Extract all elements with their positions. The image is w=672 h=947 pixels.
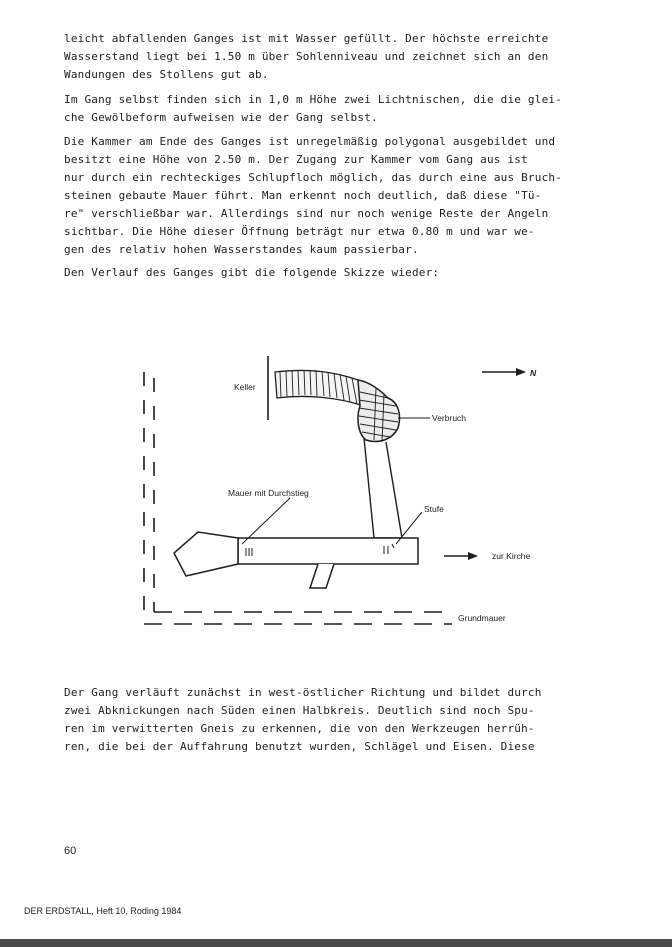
descending-passage [364,438,402,538]
text-line: Den Verlauf des Ganges gibt die folgende Skizze wieder: [64,266,440,279]
text-line: che Gewölbeform aufweisen wie der Gang selbst. [64,111,378,124]
paragraph-4 [64,264,604,282]
label-north: N [530,368,537,378]
collapse-area [358,380,400,442]
paragraph-3 [64,133,604,259]
page-number: 60 [64,845,77,857]
text-line: steinen gebaute Mauer führt. Man erkennt noch deutlich, daß diese "Tü- [64,189,542,202]
text-line: sichtbar. Die Höhe dieser Öffnung beträgt nur etwa 0.80 m und war we- [64,225,535,238]
label-kirche: zur Kirche [492,551,531,561]
text-line: besitzt eine Höhe von 2.50 m. Der Zugang zur Kammer vom Gang aus ist [64,153,528,166]
text-line: Wasserstand liegt bei 1.50 m über Sohlenniveau und zeichnet sich an den [64,50,549,63]
text-line: zwei Abknickungen nach Süden einen Halbkreis. Deutlich sind noch Spu- [64,704,535,717]
foundation-wall-bottom [144,612,452,624]
text-line: re" verschließbar war. Allerdings sind nur noch wenige Reste der Angeln [64,207,549,220]
upper-passage [275,370,364,406]
foundation-wall-left [144,372,154,624]
text-line: Die Kammer am Ende des Ganges ist unregelmäßig polygonal ausgebildet und [64,135,556,148]
bottom-bar [0,939,672,947]
text-line: Der Gang verläuft zunächst in west-östlicher Richtung und bildet durch [64,686,542,699]
paragraph-1 [64,30,604,84]
text-line: gen des relativ hohen Wasserstandes kaum passierbar. [64,243,419,256]
paragraph-5 [64,684,604,756]
text-line: ren im verwitterten Gneis zu erkennen, die von den Werkzeugen herrüh- [64,722,535,735]
text-line: nur durch ein rechteckiges Schlupfloch möglich, das durch eine aus Bruch- [64,171,563,184]
text-line: Wandungen des Stollens gut ab. [64,68,269,81]
text-line: Im Gang selbst finden sich in 1,0 m Höhe zwei Lichtnischen, die die glei- [64,93,563,106]
church-arrow-icon [444,552,478,560]
label-mauer: Mauer mit Durchstieg [228,488,309,498]
side-stub [310,564,334,588]
north-arrow-icon [482,368,526,376]
text-line: ren, die bei der Auffahrung benutzt wurden, Schlägel und Eisen. Diese [64,740,535,753]
paragraph-2 [64,91,604,127]
text-line: leicht abfallenden Ganges ist mit Wasser gefüllt. Der höchste erreichte [64,32,549,45]
tunnel-sketch [130,348,570,638]
label-verbruch: Verbruch [432,413,467,423]
main-passage [238,538,418,564]
leader-mauer [242,498,290,544]
chamber [174,532,238,576]
footer-citation: DER ERDSTALL, Heft 10, Roding 1984 [24,906,182,916]
label-grundmauer: Grundmauer [458,613,506,623]
label-keller: Keller [234,382,256,392]
label-stufe: Stufe [424,504,444,514]
